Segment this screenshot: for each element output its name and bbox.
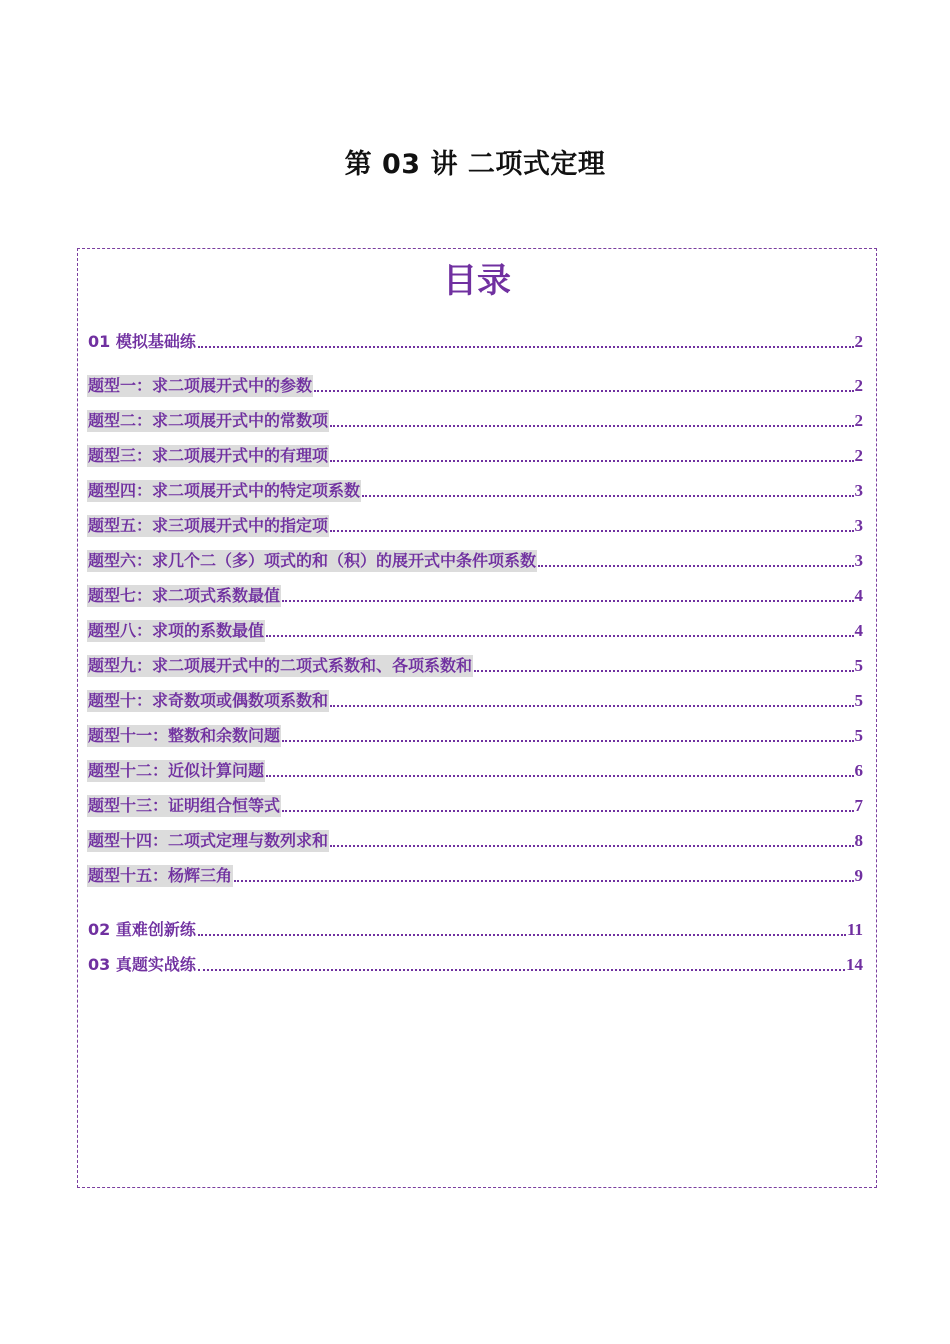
toc-entry-label: 题型七：求二项式系数最值 <box>88 586 281 605</box>
toc-entry-label: 01 模拟基础练 <box>88 332 196 351</box>
toc-entry-page: 2 <box>854 446 863 465</box>
toc-entry-label: 题型十四：二项式定理与数列求和 <box>88 831 329 850</box>
toc-entry-label: 题型十：求奇数项或偶数项系数和 <box>88 691 329 710</box>
toc-leader-dots <box>234 879 853 882</box>
toc-entry-label: 题型十五：杨辉三角 <box>88 866 233 885</box>
toc-leader-dots <box>282 599 853 602</box>
toc-entry-page: 5 <box>854 691 863 710</box>
toc-entry-page: 3 <box>854 481 863 500</box>
toc-entry-label: 题型三：求二项展开式中的有理项 <box>88 446 329 465</box>
toc-entry-page: 5 <box>854 726 863 745</box>
toc-entry-label: 题型二：求二项展开式中的常数项 <box>88 411 329 430</box>
toc-heading: 目录 <box>443 261 511 301</box>
document-title: 第 03 讲 二项式定理 <box>344 149 606 180</box>
toc-entry-topic-7[interactable] <box>87 583 863 607</box>
toc-entry-topic-1[interactable] <box>87 373 863 397</box>
toc-entry-label: 题型十一：整数和余数问题 <box>88 726 281 745</box>
toc-entry-label: 03 真题实战练 <box>88 955 196 974</box>
toc-entry-page: 6 <box>854 761 863 780</box>
toc-leader-dots <box>198 345 854 348</box>
toc-entry-topic-3[interactable] <box>87 443 863 467</box>
toc-leader-dots <box>330 844 853 847</box>
toc-entry-label: 02 重难创新练 <box>88 920 196 939</box>
toc-entry-topic-13[interactable] <box>87 793 863 817</box>
toc-entry-label: 题型九：求二项展开式中的二项式系数和、各项系数和 <box>88 656 473 675</box>
toc-entry-label: 题型十二：近似计算问题 <box>88 761 265 780</box>
toc-entry-page: 2 <box>854 376 863 395</box>
toc-leader-dots <box>282 739 853 742</box>
toc-entry-label: 题型一：求二项展开式中的参数 <box>88 376 313 395</box>
toc-entry-page: 11 <box>846 920 863 939</box>
toc-leader-dots <box>362 494 853 497</box>
toc-entry-label: 题型六：求几个二（多）项式的和（积）的展开式中条件项系数 <box>88 551 537 570</box>
toc-entry-topic-9[interactable] <box>87 653 863 677</box>
toc-entry-topic-11[interactable] <box>87 723 863 747</box>
toc-entry-topic-12[interactable] <box>87 758 863 782</box>
toc-entry-page: 7 <box>854 796 863 815</box>
toc-entry-topic-15[interactable] <box>87 863 863 887</box>
toc-leader-dots <box>282 809 853 812</box>
toc-entry-topic-8[interactable] <box>87 618 863 642</box>
toc-entry-page: 4 <box>854 621 863 640</box>
toc-entry-topic-2[interactable] <box>87 408 863 432</box>
toc-entry-page: 14 <box>846 955 863 974</box>
toc-entry-label: 题型五：求三项展开式中的指定项 <box>88 516 329 535</box>
toc-entry-section-03[interactable] <box>87 952 863 976</box>
toc-entry-topic-6[interactable] <box>87 548 863 572</box>
toc-entry-topic-10[interactable] <box>87 688 863 712</box>
toc-leader-dots <box>330 529 853 532</box>
toc-entry-page: 3 <box>854 551 863 570</box>
toc-leader-dots <box>198 933 846 936</box>
toc-leader-dots <box>330 459 853 462</box>
toc-entry-page: 3 <box>854 516 863 535</box>
toc-entry-section-01[interactable] <box>87 329 863 353</box>
toc-leader-dots <box>330 424 853 427</box>
toc-leader-dots <box>538 564 853 567</box>
toc-entry-topic-14[interactable] <box>87 828 863 852</box>
toc-entry-label: 题型四：求二项展开式中的特定项系数 <box>88 481 361 500</box>
toc-leader-dots <box>314 389 853 392</box>
toc-entry-page: 2 <box>854 411 863 430</box>
toc-entry-label: 题型八：求项的系数最值 <box>88 621 265 640</box>
toc-entry-page: 5 <box>854 656 863 675</box>
toc-leader-dots <box>330 704 853 707</box>
toc-leader-dots <box>198 968 845 971</box>
toc-leader-dots <box>266 634 853 637</box>
toc-entry-section-02[interactable] <box>87 917 863 941</box>
toc-entry-page: 4 <box>854 586 863 605</box>
toc-entry-page: 9 <box>854 866 863 885</box>
toc-entry-topic-5[interactable] <box>87 513 863 537</box>
toc-entry-page: 2 <box>854 332 863 351</box>
toc-entry-page: 8 <box>854 831 863 850</box>
table-of-contents <box>77 248 877 1188</box>
toc-leader-dots <box>266 774 853 777</box>
toc-leader-dots <box>474 669 853 672</box>
toc-entry-topic-4[interactable] <box>87 478 863 502</box>
toc-entry-label: 题型十三：证明组合恒等式 <box>88 796 281 815</box>
